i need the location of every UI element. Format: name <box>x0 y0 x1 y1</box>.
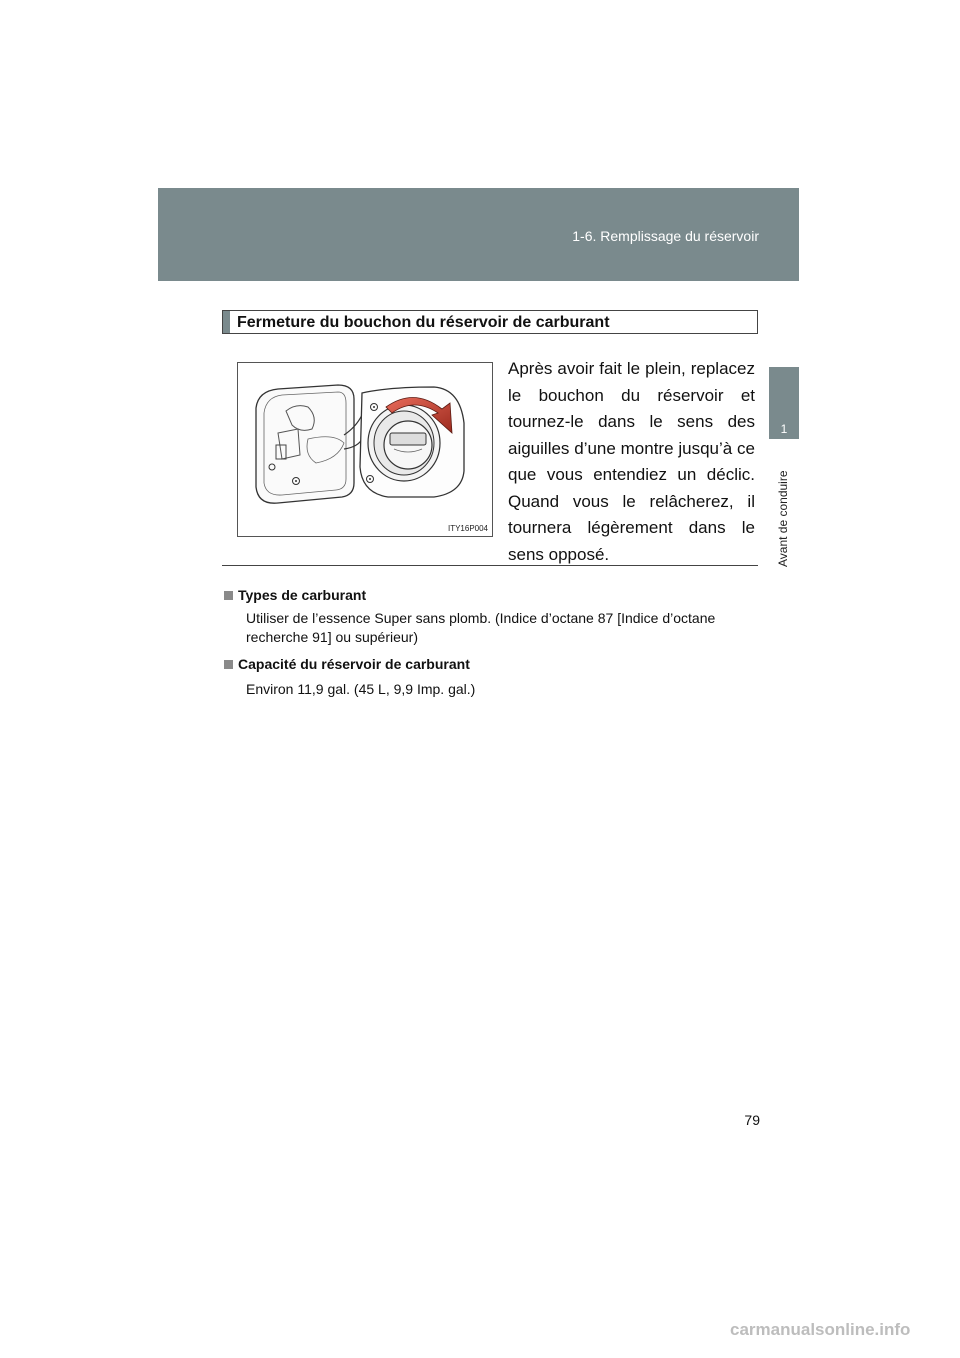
chapter-header <box>158 188 799 281</box>
note-heading-fuel-types <box>224 587 366 603</box>
instruction-text: Après avoir fait le plein, replacez le bouchon du réservoir et tournez-le dans le sens des aiguilles d’une montre jusqu’à ce que vous entendiez un déclic. Quand vous le relâcherez, il tournera légèrement dans le sens opposé. <box>508 359 755 564</box>
note-heading-tank-capacity <box>224 656 470 672</box>
chapter-side-tab <box>769 367 799 439</box>
square-bullet-icon <box>224 591 233 600</box>
fuel-door-drawing <box>238 363 492 536</box>
chapter-title: 1-6. Remplissage du réservoir <box>572 228 759 244</box>
square-bullet-icon <box>224 660 233 669</box>
note-heading-text: Types de carburant <box>238 587 367 603</box>
section-accent-bar <box>223 311 230 333</box>
note-text-tank-capacity: Environ 11,9 gal. (45 L, 9,9 Imp. gal.) <box>246 681 476 697</box>
site-watermark: carmanualsonline.info <box>730 1320 911 1339</box>
note-heading-text: Capacité du réservoir de carburant <box>238 656 470 672</box>
figure-code: ITY16P004 <box>447 524 488 533</box>
page-number: 79 <box>744 1112 760 1128</box>
chapter-number: 1 <box>780 422 788 436</box>
section-title: Fermeture du bouchon du réservoir de carburant <box>237 314 610 331</box>
fuel-cap-illustration <box>237 362 493 537</box>
section-heading <box>222 310 758 334</box>
note-text-fuel-types: Utiliser de l’essence Super sans plomb. (Indice d’octane 87 [Indice d’octane recherche 91] ou supérieur) <box>246 610 716 645</box>
section-divider <box>222 565 758 566</box>
chapter-side-label: Avant de conduire <box>776 470 790 567</box>
